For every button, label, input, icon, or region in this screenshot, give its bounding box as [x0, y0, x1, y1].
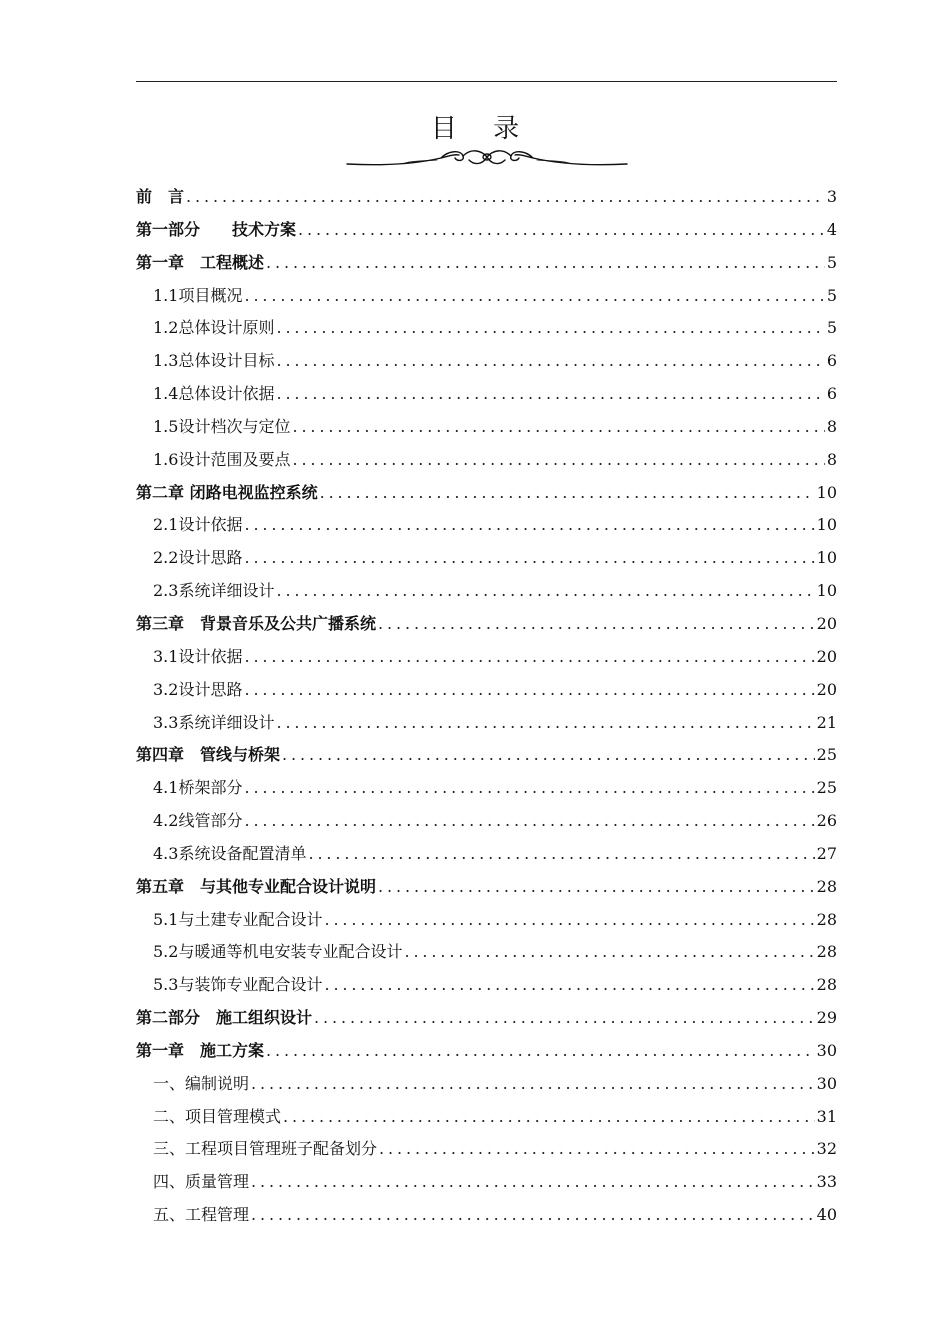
- toc-entry-subsection[interactable]: [136, 707, 837, 740]
- dot-leader: [378, 608, 815, 641]
- toc-entry-page-number: 28: [816, 909, 837, 929]
- toc-entry-heading[interactable]: [136, 608, 837, 641]
- toc-entry-label: 三、工程项目管理班子配备划分: [153, 1139, 378, 1159]
- toc-entry-subsection[interactable]: [136, 444, 837, 477]
- dot-leader: [276, 312, 824, 345]
- dot-leader: [324, 969, 814, 1002]
- table-of-contents: [136, 181, 837, 1232]
- dot-leader: [314, 1002, 815, 1035]
- page-title: 目 录: [430, 114, 534, 144]
- dot-leader: [244, 641, 814, 674]
- toc-entry-subsection[interactable]: [136, 280, 837, 313]
- toc-entry-subsection[interactable]: [136, 1101, 837, 1134]
- toc-entry-heading[interactable]: [136, 214, 837, 247]
- toc-entry-subsection[interactable]: [136, 641, 837, 674]
- dot-leader: [404, 936, 814, 969]
- toc-entry-subsection[interactable]: [136, 575, 837, 608]
- toc-entry-page-number: 26: [816, 811, 837, 831]
- toc-entry-page-number: 33: [816, 1172, 837, 1192]
- toc-entry-label: 3.1设计依据: [153, 646, 243, 666]
- dot-leader: [251, 1068, 815, 1101]
- toc-entry-page-number: 10: [816, 581, 837, 601]
- toc-entry-label: 二、项目管理模式: [153, 1106, 282, 1126]
- toc-entry-page-number: 10: [816, 515, 837, 535]
- toc-entry-subsection[interactable]: [136, 1133, 837, 1166]
- toc-entry-page-number: 28: [816, 942, 837, 962]
- toc-entry-heading[interactable]: [136, 247, 837, 280]
- toc-entry-page-number: 10: [816, 482, 837, 502]
- toc-entry-subsection[interactable]: [136, 542, 837, 575]
- toc-entry-page-number: 4: [826, 219, 837, 239]
- toc-entry-page-number: 8: [826, 416, 837, 436]
- toc-entry-label: 前 言: [136, 187, 185, 206]
- dot-leader: [244, 542, 814, 575]
- toc-entry-subsection[interactable]: [136, 772, 837, 805]
- toc-entry-page-number: 27: [816, 843, 837, 863]
- toc-entry-page-number: 21: [816, 712, 837, 732]
- toc-entry-subsection[interactable]: [136, 838, 837, 871]
- toc-entry-page-number: 32: [816, 1139, 837, 1159]
- toc-entry-page-number: 25: [816, 778, 837, 798]
- toc-entry-heading[interactable]: [136, 1002, 837, 1035]
- toc-entry-label: 5.3与装饰专业配合设计: [153, 975, 323, 995]
- dot-leader: [266, 1035, 815, 1068]
- toc-entry-label: 5.1与土建专业配合设计: [153, 909, 323, 929]
- dot-leader: [292, 444, 824, 477]
- toc-entry-page-number: 3: [826, 187, 837, 206]
- dot-leader: [244, 280, 824, 313]
- toc-entry-page-number: 8: [826, 449, 837, 469]
- dot-leader: [276, 575, 814, 608]
- toc-entry-subsection[interactable]: [136, 509, 837, 542]
- toc-entry-label: 4.1桥架部分: [153, 778, 243, 798]
- toc-entry-page-number: 10: [816, 548, 837, 568]
- toc-entry-subsection[interactable]: [136, 805, 837, 838]
- dot-leader: [282, 739, 815, 772]
- toc-entry-label: 1.6设计范围及要点: [153, 449, 291, 469]
- dot-leader: [251, 1199, 815, 1232]
- dot-leader: [251, 1166, 815, 1199]
- dot-leader: [244, 772, 814, 805]
- toc-entry-label: 1.5设计档次与定位: [153, 416, 291, 436]
- toc-entry-page-number: 5: [826, 285, 837, 305]
- dot-leader: [320, 477, 815, 510]
- toc-entry-label: 一、编制说明: [153, 1073, 250, 1093]
- dot-leader: [292, 411, 824, 444]
- toc-entry-label: 五、工程管理: [153, 1205, 250, 1225]
- toc-entry-page-number: 20: [816, 613, 837, 633]
- toc-entry-label: 1.2总体设计原则: [153, 318, 275, 338]
- toc-entry-label: 1.1项目概况: [153, 285, 243, 305]
- dot-leader: [276, 707, 814, 740]
- toc-entry-label: 4.2线管部分: [153, 811, 243, 831]
- dot-leader: [244, 674, 814, 707]
- toc-entry-page-number: 30: [816, 1073, 837, 1093]
- toc-entry-label: 2.1设计依据: [153, 515, 243, 535]
- toc-entry-page-number: 6: [826, 384, 837, 404]
- toc-entry-page-number: 6: [826, 351, 837, 371]
- toc-entry-subsection[interactable]: [136, 674, 837, 707]
- toc-entry-label: 第五章 与其他专业配合设计说明: [136, 876, 377, 896]
- toc-entry-label: 第四章 管线与桥架: [136, 745, 281, 765]
- toc-entry-label: 3.2设计思路: [153, 679, 243, 699]
- toc-entry-page-number: 5: [826, 252, 837, 272]
- toc-entry-page-number: 29: [816, 1008, 837, 1028]
- dot-leader: [276, 345, 824, 378]
- toc-entry-label: 第一章 工程概述: [136, 252, 265, 272]
- toc-entry-subsection[interactable]: [136, 312, 837, 345]
- dot-leader: [266, 247, 825, 280]
- dot-leader: [324, 904, 814, 937]
- toc-entry-subsection[interactable]: [136, 1166, 837, 1199]
- toc-entry-subsection[interactable]: [136, 1068, 837, 1101]
- toc-entry-page-number: 31: [816, 1106, 837, 1126]
- toc-entry-label: 5.2与暖通等机电安装专业配合设计: [153, 942, 403, 962]
- toc-entry-page-number: 40: [816, 1205, 837, 1225]
- toc-entry-label: 第二部分 施工组织设计: [136, 1008, 313, 1028]
- toc-entry-subsection[interactable]: [136, 411, 837, 444]
- toc-entry-label: 4.3系统设备配置清单: [153, 843, 307, 863]
- dot-leader: [308, 838, 814, 871]
- toc-entry-subsection[interactable]: [136, 936, 837, 969]
- dot-leader: [283, 1101, 815, 1134]
- toc-entry-heading[interactable]: [136, 181, 837, 214]
- toc-entry-subsection[interactable]: [136, 969, 837, 1002]
- dot-leader: [244, 805, 814, 838]
- toc-entry-label: 第一部分 技术方案: [136, 219, 297, 239]
- toc-entry-subsection[interactable]: [136, 904, 837, 937]
- toc-entry-label: 第三章 背景音乐及公共广播系统: [136, 613, 377, 633]
- toc-entry-heading[interactable]: [136, 1035, 837, 1068]
- toc-entry-label: 1.4总体设计依据: [153, 384, 275, 404]
- toc-entry-page-number: 30: [816, 1040, 837, 1060]
- toc-entry-label: 3.3系统详细设计: [153, 712, 275, 732]
- toc-entry-heading[interactable]: [136, 739, 837, 772]
- toc-entry-page-number: 28: [816, 975, 837, 995]
- toc-entry-subsection[interactable]: [136, 1199, 837, 1232]
- toc-entry-label: 2.3系统详细设计: [153, 581, 275, 601]
- header-rule: [136, 81, 837, 82]
- toc-entry-subsection[interactable]: [136, 345, 837, 378]
- toc-entry-label: 2.2设计思路: [153, 548, 243, 568]
- dot-leader: [298, 214, 825, 247]
- toc-entry-label: 1.3总体设计目标: [153, 351, 275, 371]
- dot-leader: [276, 378, 824, 411]
- toc-entry-page-number: 25: [816, 745, 837, 765]
- toc-entry-page-number: 20: [816, 679, 837, 699]
- toc-entry-heading[interactable]: [136, 871, 837, 904]
- dot-leader: [378, 871, 815, 904]
- decorative-flourish-icon: [345, 146, 629, 170]
- toc-entry-page-number: 20: [816, 646, 837, 666]
- toc-entry-label: 四、质量管理: [153, 1172, 250, 1192]
- toc-entry-page-number: 28: [816, 876, 837, 896]
- dot-leader: [244, 509, 814, 542]
- dot-leader: [379, 1133, 815, 1166]
- toc-entry-page-number: 5: [826, 318, 837, 338]
- dot-leader: [186, 181, 825, 214]
- toc-entry-subsection[interactable]: [136, 378, 837, 411]
- toc-entry-heading[interactable]: [136, 477, 837, 510]
- toc-entry-label: 第一章 施工方案: [136, 1040, 265, 1060]
- toc-entry-label: 第二章 闭路电视监控系统: [136, 482, 318, 502]
